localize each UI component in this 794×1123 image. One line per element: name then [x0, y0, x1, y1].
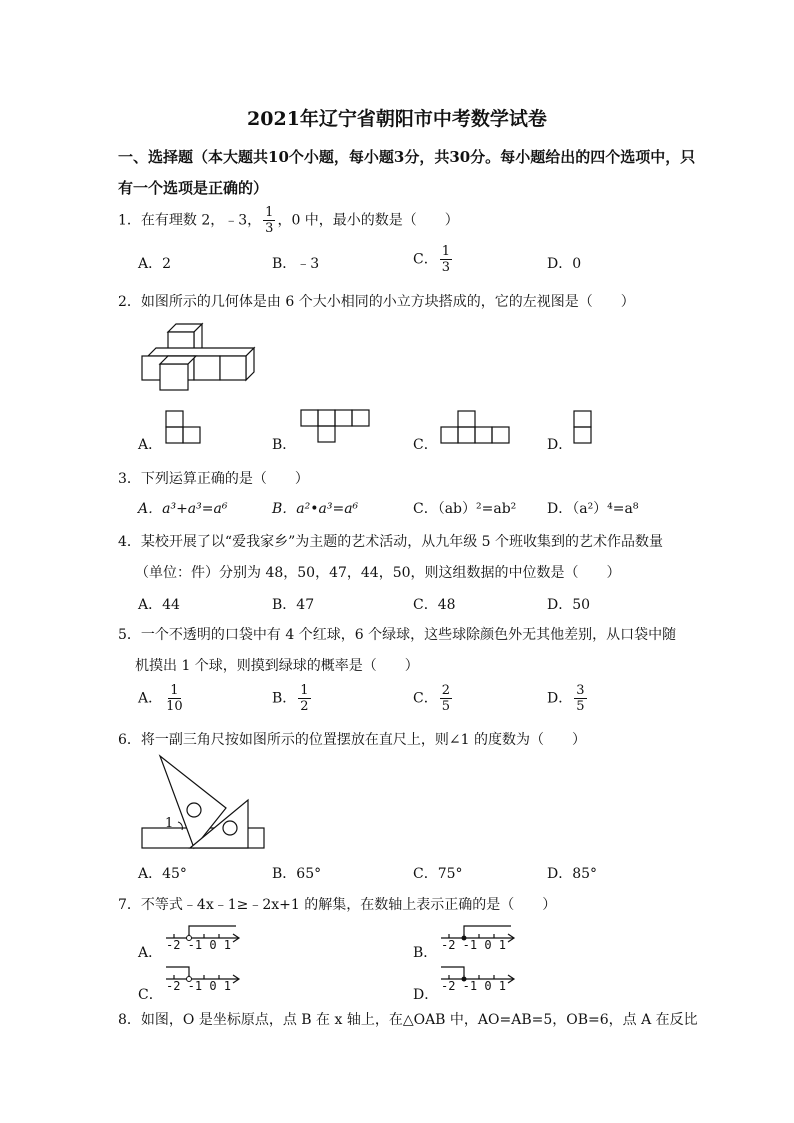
q5-option-a[interactable]: A． $\frac{1}{10}$	[138, 683, 183, 714]
q3-option-b[interactable]: B．a²•a³=a⁶	[272, 501, 359, 517]
q6-option-b[interactable]: B．65°	[272, 866, 322, 882]
q6-triangle-ruler-figure	[138, 752, 268, 852]
section-heading-line1: 一、选择题（本大题共10个小题，每小题3分，共30分。每小题给出的四个选项中，只	[118, 148, 696, 166]
q4-option-b[interactable]: B．47	[272, 597, 315, 613]
q7-option-b-axis-labels: -2 -1 0 1	[441, 938, 507, 952]
q2-option-b-view	[300, 409, 372, 445]
q4-option-c[interactable]: C．48	[413, 597, 456, 613]
q7-option-a[interactable]: A．	[138, 945, 163, 961]
q2-option-d-view	[573, 410, 597, 446]
q2-option-d[interactable]: D．	[547, 437, 573, 453]
q5-option-c[interactable]: C． $\frac{2}{5}$	[413, 683, 450, 714]
q6-option-a[interactable]: A．45°	[138, 866, 187, 882]
q4-option-d[interactable]: D．50	[547, 597, 591, 613]
page-title: 2021年辽宁省朝阳市中考数学试卷	[247, 108, 547, 130]
question-1-stem	[118, 205, 459, 236]
question-5-stem-line1: 5．一个不透明的口袋中有 4 个红球，6 个绿球，这些球除颜色外无其他差别，从口袋中随	[118, 627, 677, 643]
q7-option-d-axis-labels: -2 -1 0 1	[441, 979, 507, 993]
q2-option-a[interactable]: A．	[138, 437, 163, 453]
q1-option-c[interactable]: C． $\frac{1}{3}$	[413, 244, 450, 275]
q1-fraction: $\frac{1}{3}$	[265, 205, 274, 236]
q2-option-b[interactable]: B．	[272, 437, 297, 453]
question-2-stem: 2．如图所示的几何体是由 6 个大小相同的小立方块搭成的，它的左视图是（ ）	[118, 294, 635, 310]
q3-option-d[interactable]: D．（a²）⁴=a⁸	[547, 501, 639, 517]
question-7-stem: 7．不等式﹣4x﹣1≥﹣2x+1 的解集，在数轴上表示正确的是（ ）	[118, 897, 557, 913]
q1-stem-part-b: ，0 中，最小的数是（ ）	[277, 212, 459, 229]
q6-option-d[interactable]: D．85°	[547, 866, 598, 882]
q5-option-b[interactable]: B． $\frac{1}{2}$	[272, 683, 309, 714]
question-4-stem-line1: 4．某校开展了以“爱我家乡”为主题的艺术活动，从九年级 5 个班收集到的艺术作品数量	[118, 534, 664, 550]
q7-option-c[interactable]: C．	[138, 987, 163, 1003]
q7-option-a-axis-labels: -2 -1 0 1	[166, 938, 232, 952]
question-3-stem: 3．下列运算正确的是（ ）	[118, 471, 309, 487]
q5-option-d[interactable]: D． $\frac{3}{5}$	[547, 683, 585, 714]
q3-option-c[interactable]: C．（ab）²=ab²	[413, 501, 517, 517]
q1-option-a[interactable]: A．2	[138, 256, 172, 272]
q6-angle-label: 1	[165, 816, 174, 831]
q2-option-a-view	[165, 410, 205, 446]
q2-option-c-view	[440, 410, 512, 446]
q6-option-c[interactable]: C．75°	[413, 866, 463, 882]
section-heading-line2: 有一个选项是正确的）	[118, 179, 269, 197]
question-5-stem-line2: 机摸出 1 个球，则摸到绿球的概率是（ ）	[135, 658, 419, 674]
q2-solid-figure	[140, 322, 260, 392]
q7-option-c-axis-labels: -2 -1 0 1	[166, 979, 232, 993]
q1-stem-part-a: 1．在有理数 2，﹣3，	[118, 212, 262, 229]
q2-option-c[interactable]: C．	[413, 437, 438, 453]
q1-option-d[interactable]: D．0	[547, 256, 582, 272]
q4-option-a[interactable]: A．44	[138, 597, 180, 613]
q1-option-b[interactable]: B．﹣3	[272, 256, 320, 272]
question-4-stem-line2: （单位：件）分别为 48，50，47，44，50，则这组数据的中位数是（ ）	[135, 565, 621, 581]
question-6-stem: 6．将一副三角尺按如图所示的位置摆放在直尺上，则∠1 的度数为（ ）	[118, 732, 586, 748]
question-8-stem: 8．如图，O 是坐标原点，点 B 在 x 轴上，在△OAB 中，AO=AB=5，OB=6，点 A 在反比	[118, 1012, 698, 1028]
q3-option-a[interactable]: A．a³+a³=a⁶	[138, 501, 228, 517]
q7-option-d[interactable]: D．	[413, 987, 439, 1003]
q7-option-b[interactable]: B．	[413, 945, 438, 961]
